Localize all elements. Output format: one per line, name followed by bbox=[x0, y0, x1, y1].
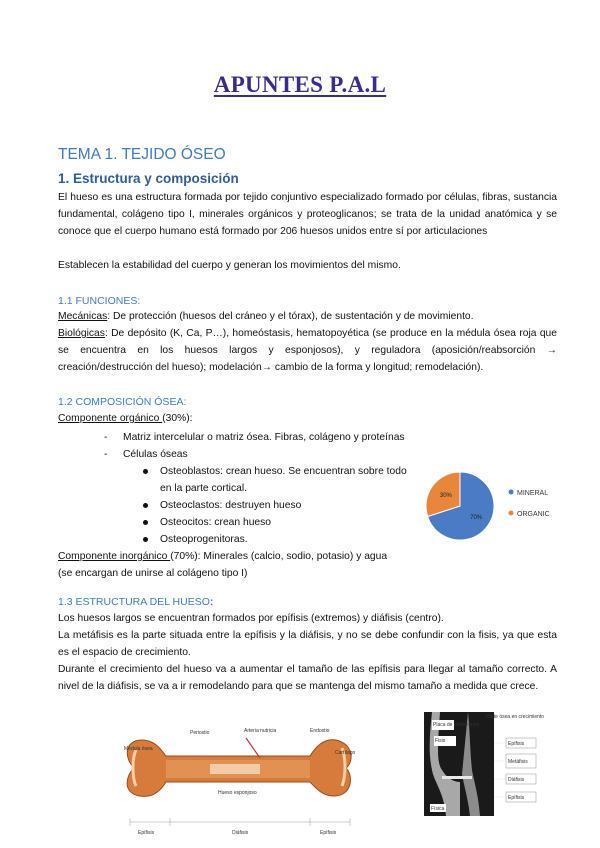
bone-label: Arteria nutricia bbox=[244, 728, 277, 734]
chart-legend bbox=[509, 490, 550, 519]
estructura-paragraph-2: La metáfisis es la parte situada entre la epífisis y la diáfisis, y no se debe confundir con la fisis, ya que esta es el espacio de crecimiento. bbox=[58, 630, 557, 658]
mecanicas-label: Mecánicas bbox=[58, 311, 108, 322]
bone-label: Hueso esponjoso bbox=[218, 790, 257, 796]
legend-marker-mineral bbox=[509, 490, 514, 495]
bone-label: Epífisis bbox=[138, 830, 155, 836]
xray-label: Metáfisis bbox=[508, 759, 528, 765]
organico-text: (30%): bbox=[162, 413, 193, 424]
inorganico-label: Componente inorgánico bbox=[58, 551, 171, 562]
xray-label: Placa de crecimiento bbox=[433, 722, 480, 728]
mecanicas-text: : De protección (huesos del cráneo y el tórax), de sustentación y de movimiento. bbox=[107, 311, 474, 322]
xray-growth-figure bbox=[422, 712, 552, 816]
bone-label: Epífisis bbox=[320, 830, 337, 836]
pie-group bbox=[426, 472, 494, 540]
bone-label: Cartílago bbox=[335, 750, 356, 756]
biologicas-text: : De depósito (K, Ca, P…), homeóstasis, hematopoyética (se produce en la médula ósea roja que se encuentra en los huesos largos y esponjosos), y reguladora (aposición/reabsorción → creación/destrucción del hueso); modelación→ cambio de la forma y longitud; remodelación). bbox=[58, 328, 557, 373]
legend-label-mineral: MINERAL bbox=[517, 490, 549, 497]
estructura-paragraph-1: Los huesos largos se encuentran formados por epífisis (extremos) y diáfisis (centro). bbox=[58, 613, 444, 624]
funciones-heading: 1.1 FUNCIONES: bbox=[58, 295, 141, 307]
estructura-heading-text: 1.3 ESTRUCTURA DEL HUESO bbox=[58, 596, 210, 608]
bone-label: Médula ósea bbox=[124, 746, 153, 752]
biologicas-paragraph bbox=[58, 325, 557, 376]
estructura-heading bbox=[58, 596, 213, 608]
organico-label: Componente orgánico bbox=[58, 413, 163, 424]
bone-label: Diáfisis bbox=[232, 830, 249, 836]
legend-label-organic: ORGANIC bbox=[517, 511, 550, 518]
composition-pie-chart bbox=[420, 460, 570, 556]
xray-label: Epífisis bbox=[508, 741, 525, 747]
xray-label: Fisis bbox=[435, 738, 446, 744]
page-title: APUNTES P.A.L bbox=[213, 72, 387, 97]
intro-paragraph-2: Establecen la estabilidad del cuerpo y generan los movimientos del mismo. bbox=[58, 260, 401, 271]
inorganico-line bbox=[58, 548, 387, 565]
biologicas-label: Biológicas bbox=[58, 328, 105, 339]
organico-line bbox=[58, 410, 193, 427]
mecanicas-paragraph bbox=[58, 308, 557, 325]
document-page: APUNTES P.A.L TEMA 1. TEJIDO ÓSEO 1. Estructura y composición El hueso es una estructura formada por tejido conjuntivo especializado formado por células, fibras, sustancia fundamental, colágeno tipo I, minerales orgánicos y proteoglicanos; se trata de la unidad anatómica y se conoce que el cuerpo humano está formado por 206 huesos unidos entre sí por articulaciones Establecen la estabilidad del cuerpo y generan los movimientos del mismo. 1.1 FUNCIONES: Mecánicas: De protección (huesos del cráneo y el tórax), de sustentación y de movimiento. Biológicas: De depósito (K, Ca, P…), homeóstasis, hematopoyética (se produce en la médula ósea roja que se encuentra en los huesos largos y esponjosos), y reguladora (aposición/reabsorción → creación/destrucción del hueso); modelación→ cambio de la forma y longitud; remodelación). 1.2 COMPOSICIÓN ÓSEA: Componente orgánico (30%): - Matriz intercelular o matriz ósea. Fibras, colágeno y proteínas - Células óseas Osteoblastos: crean hueso. Se encuentran sobre todo en la parte cortical. Osteoclastos: destruyen hueso Osteocitos: crean hueso Osteoprogenitoras. Componente inorgánico (70%): Minerales (calcio, sodio, potasio) y agua (se encargan de unirse al colágeno tipo I) 70% 30% MINERAL ORGANIC 1.3 ESTRUCTURA DEL HUESO: Los huesos largos se encuentran formados por epífisis (extremos) y diáfisis (centro). La metáfisis es la parte situada entre la epífisis y la diáfisis, y no se debe confundir con la fisis, ya que esta es el espacio de crecimiento. Durante el crecimiento del hueso va a aumentar el tamaño de las epífisis para llegar al tamaño correcto. A nivel de la diáfisis, se va a ir remodelando para que se mantenga del mismo tamaño a medida que crece. Médula ósea Epífisis Diáfisis Epífisis Arteria nutricia Cartílago Periostio Endostio Hueso esponjoso Parte ósea en crecimiento Placa de crecimiento Fisis Epífisis Metáfisis Diáfisis Epífisis Física bbox=[0, 0, 600, 848]
pie-data-label-mineral: 70% bbox=[470, 514, 483, 521]
long-bone-illustration bbox=[120, 724, 360, 846]
bone-label: Periostio bbox=[190, 730, 210, 736]
xray-title: Parte ósea en crecimiento bbox=[486, 714, 545, 720]
intro-paragraph: El hueso es una estructura formada por tejido conjuntivo especializado formado por células, fibras, sustancia fundamental, colágeno tipo I, minerales orgánicos y proteoglicanos; se trata de la unidad anatómica y se conoce que el cuerpo humano está formado por 206 huesos unidos entre sí por articulaciones bbox=[58, 192, 557, 237]
section-heading: 1. Estructura y composición bbox=[58, 171, 239, 186]
pie-data-label-organic: 30% bbox=[439, 493, 452, 500]
xray-label: Diáfisis bbox=[508, 777, 525, 783]
composicion-heading: 1.2 COMPOSICIÓN ÓSEA: bbox=[58, 396, 187, 408]
estructura-heading-colon: : bbox=[209, 596, 214, 608]
estructura-paragraph-3: Durante el crecimiento del hueso va a aumentar el tamaño de las epífisis para llegar al tamaño correcto. A nivel de la diáfisis, se va a ir remodelando para que se mantenga del mismo tamaño a medida que crece. bbox=[58, 664, 557, 692]
inorganico-line-2: (se encargan de unirse al colágeno tipo I) bbox=[58, 568, 248, 579]
legend-marker-organic bbox=[509, 511, 514, 516]
tema-heading: TEMA 1. TEJIDO ÓSEO bbox=[58, 146, 226, 163]
inorganico-text: (70%): Minerales (calcio, sodio, potasio) y agua bbox=[170, 551, 388, 562]
xray-label: Física bbox=[431, 806, 445, 812]
bone-label: Endostio bbox=[310, 728, 330, 734]
xray-label: Epífisis bbox=[508, 795, 525, 801]
